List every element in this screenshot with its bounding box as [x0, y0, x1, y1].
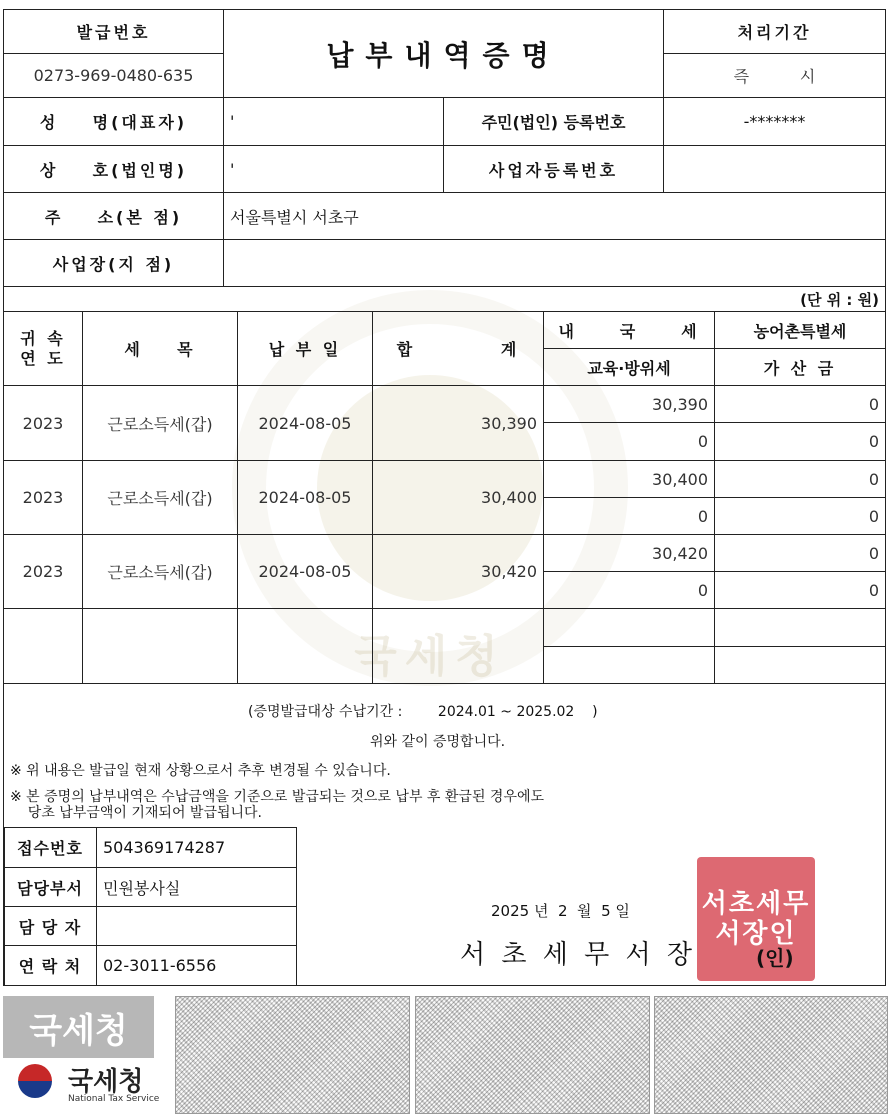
table-row-1-national: 30,390: [544, 386, 715, 423]
table-row-1-item: 근로소득세(갑): [83, 386, 238, 461]
issue-no-label: 발급번호: [4, 10, 224, 54]
issue-date: 2025 년 2 월 5 일: [491, 902, 630, 920]
table-row-2-edu: 0: [544, 498, 715, 535]
table-row-3-item: 근로소득세(갑): [83, 535, 238, 609]
table-row-empty-edu: [544, 647, 715, 684]
table-row-3-date: 2024-08-05: [238, 535, 373, 609]
table-row-1-rural: 0: [715, 386, 885, 423]
table-row-empty-total: [373, 609, 544, 684]
staff-label: 담 당 자: [4, 907, 97, 946]
receipt-value: 504369174287: [97, 828, 297, 868]
table-row-2-rural: 0: [715, 461, 885, 498]
staff-value: [97, 907, 297, 946]
table-row-1-total: 30,390: [373, 386, 544, 461]
table-row-empty-item: [83, 609, 238, 684]
table-row-empty-national: [544, 609, 715, 647]
reg-no-value: -*******: [664, 98, 885, 146]
col-rural-header: 농어촌특별세: [715, 312, 885, 349]
dept-value: 민원봉사실: [97, 868, 297, 907]
table-row-empty-year: [4, 609, 83, 684]
company-label: 상 호(법인명): [4, 146, 224, 193]
dept-label: 담당부서: [4, 868, 97, 907]
table-row-1-date: 2024-08-05: [238, 386, 373, 461]
name-label: 성 명(대표자): [4, 98, 224, 146]
barcode-1: [175, 996, 410, 1114]
table-row-empty-rural: [715, 609, 885, 647]
col-national-header: 내 국 세: [544, 312, 715, 349]
nts-logo-icon: [18, 1064, 52, 1098]
table-row-2-date: 2024-08-05: [238, 461, 373, 535]
unit-label: (단 위 : 원): [4, 287, 885, 312]
col-date-header: 납 부 일: [238, 312, 373, 386]
site-label: 사업장(지 점): [4, 240, 224, 287]
receipt-label: 접수번호: [4, 828, 97, 868]
nts-logo-text: 국세청: [68, 1067, 144, 1097]
biz-no-label: 사업자등록번호: [444, 146, 664, 193]
note-1: ※ 위 내용은 발급일 현재 상황으로서 추후 변경될 수 있습니다.: [10, 763, 391, 779]
period-value: 즉 시: [664, 54, 885, 98]
office-name: 서 초 세 무 서 장: [460, 940, 697, 970]
col-total-header: 합 계: [373, 312, 544, 386]
table-row-2-penalty: 0: [715, 498, 885, 535]
table-row-3-year: 2023: [4, 535, 83, 609]
reg-no-label: 주민(법인) 등록번호: [444, 98, 664, 146]
biz-no-value: [664, 146, 885, 193]
period-text: (증명발급대상 수납기간 : 2024.01 ~ 2025.02 ): [248, 704, 598, 720]
certify-text: 위와 같이 증명합니다.: [370, 734, 506, 750]
table-row-empty-penalty: [715, 647, 885, 684]
site-value: [224, 240, 885, 287]
table-row-2-total: 30,400: [373, 461, 544, 535]
table-row-3-rural: 0: [715, 535, 885, 572]
address-label: 주 소(본 점): [4, 193, 224, 240]
company-value: ': [224, 146, 444, 193]
col-penalty-header: 가 산 금: [715, 349, 885, 386]
issue-no-value: 0273-969-0480-635: [4, 54, 224, 98]
table-row-1-edu: 0: [544, 423, 715, 461]
note-2a: ※ 본 증명의 납부내역은 수납금액을 기준으로 발급되는 것으로 납부 후 환급된 경우에도: [10, 789, 545, 805]
nts-gray-badge: 국세청: [3, 996, 154, 1058]
address-value: 서울특별시 서초구: [224, 193, 885, 240]
table-row-3-penalty: 0: [715, 572, 885, 609]
col-edu-header: 교육·방위세: [544, 349, 715, 386]
name-value: ': [224, 98, 444, 146]
nts-watermark: 국세청: [232, 290, 628, 686]
table-row-1-penalty: 0: [715, 423, 885, 461]
table-row-3-national: 30,420: [544, 535, 715, 572]
table-row-2-item: 근로소득세(갑): [83, 461, 238, 535]
seal-mark: (인): [756, 946, 794, 970]
document-title: 납부내역증명: [224, 10, 664, 98]
official-seal: 서초세무서장인: [697, 857, 815, 981]
table-row-2-national: 30,400: [544, 461, 715, 498]
nts-logo-en: National Tax Service: [68, 1094, 160, 1104]
period-label: 처리기간: [664, 10, 885, 54]
col-item-header: 세 목: [83, 312, 238, 386]
table-row-3-edu: 0: [544, 572, 715, 609]
table-row-3-total: 30,420: [373, 535, 544, 609]
table-row-empty-date: [238, 609, 373, 684]
table-row-1-year: 2023: [4, 386, 83, 461]
table-row-2-year: 2023: [4, 461, 83, 535]
note-2b: 당초 납부금액이 기재되어 발급됩니다.: [10, 805, 262, 821]
contact-value: 02-3011-6556: [97, 946, 297, 985]
barcode-3: [654, 996, 888, 1114]
contact-label: 연 락 처: [4, 946, 97, 985]
barcode-2: [415, 996, 650, 1114]
col-year-header: 귀 속 연 도: [4, 312, 83, 386]
